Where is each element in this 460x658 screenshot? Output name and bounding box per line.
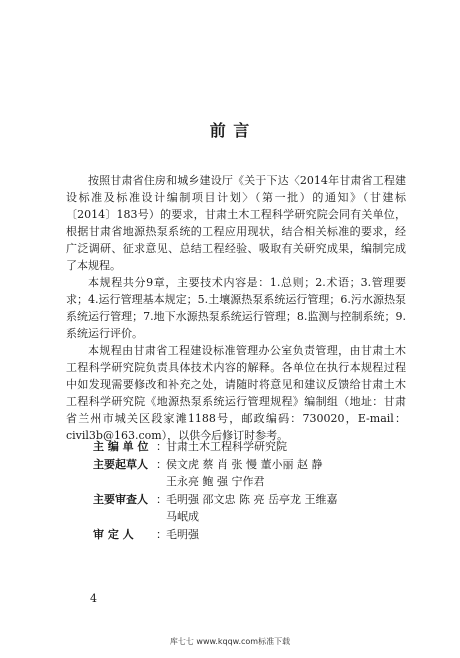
paragraph-1: 按照甘肃省住房和城乡建设厅《关于下达〈2014年甘肃省工程建设标准及标准设计编制项目计划〉（第一批）的通知》（甘建标〔2014〕183号）的要求，甘肃土木工程科学研究院会同有关单位，根据甘肃省地源热泵系统的工程应用现状，结合相关标准的要求，经广泛调研、征求意见、总结工程经验、吸取有关研究成果，编制完成了本规程。 <box>66 174 406 272</box>
preface-body <box>66 172 406 444</box>
watermark-footer: 库七七 www.kqqw.com标准下载 <box>169 637 291 646</box>
credit-names <box>166 526 413 544</box>
credit-colon: ： <box>156 440 167 453</box>
credit-row-drafters <box>93 456 413 491</box>
credits-block <box>93 438 413 543</box>
credit-row-reviewers <box>93 491 413 526</box>
credit-line: 毛明强 邵文忠 陈 亮 岳亭龙 王维嘉 <box>166 492 338 506</box>
credit-names <box>166 438 413 456</box>
credit-names <box>166 456 413 491</box>
credit-label: 主要审查人 <box>93 492 148 506</box>
credit-names <box>166 491 413 526</box>
paragraph-2: 本规程共分9章，主要技术内容是：1.总则；2.术语；3.管理要求；4.运行管理基本规定；5.土壤源热泵系统运行管理；6.污水源热泵系统运行管理；7.地下水源热泵系统运行管理；8.监测与控制系统；9.系统运行评价。 <box>66 276 406 340</box>
credit-line: 王永亮 鲍 强 宁作君 <box>166 475 265 488</box>
credit-line: 侯文虎 蔡 肖 张 慢 董小丽 赵 静 <box>166 457 323 471</box>
credit-row-chief-editor <box>93 438 413 456</box>
page-title: 前 言 <box>209 121 251 140</box>
credit-label: 审 定 人 <box>93 527 134 541</box>
paragraph-3: 本规程由甘肃省工程建设标准管理办公室负责管理，由甘肃土木工程科学研究院负责具体技术内容的解释。各单位在执行本规程过程中如发现需要修改和补充之处，请随时将意见和建议反馈给甘肃土木工程科学研究院《地源热泵系统运行管理规程》编制组（地址：甘肃省兰州市城关区段家滩1188号，邮政编码：730020，E-mail：civil3b@163.com），以供今后修订时参考。 <box>66 344 406 442</box>
credit-label: 主 编 单 位 <box>93 440 149 453</box>
credit-line: 毛明强 <box>166 527 199 541</box>
page-number: 4 <box>90 592 97 605</box>
credit-line: 马岷成 <box>166 510 199 523</box>
credit-row-approver <box>93 526 413 544</box>
credit-line: 甘肃土木工程科学研究院 <box>166 440 287 453</box>
credit-colon: ： <box>156 527 167 541</box>
credit-colon: ： <box>156 492 167 506</box>
credit-label: 主要起草人 <box>93 457 148 471</box>
credit-colon: ： <box>156 457 167 471</box>
